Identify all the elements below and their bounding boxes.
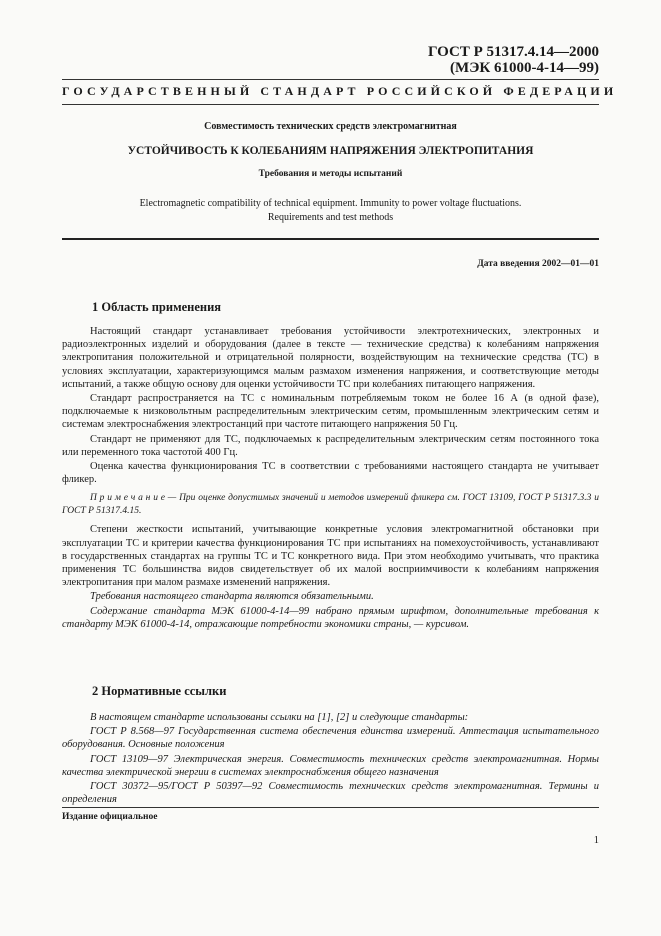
paragraph: Настоящий стандарт устанавливает требования устойчивости электротехнических, электронных и радиоэлектронных изделий и оборудования (далее в тексте — технические средства) к колебаниям напряжения электропитания положительной и отрицательной полярности, воздействующим на технические средства (ТС) в условиях эксплуатации, характеризующимся малым размахом изменения напряжения, и соответствующие методы испытаний, а также общую основу для оценки устойчивости ТС при колебаниях питающего напряжения. [62,326,599,390]
section1-heading: 1 Область применения [92,300,222,314]
english-title-line2: Requirements and test methods [267,212,394,223]
reference-item: ГОСТ 30372—95/ГОСТ Р 50397—92 Совместимость технических средств электромагнитная. Термины и определения [62,781,599,806]
italic-paragraph: Содержание стандарта МЭК 61000-4-14—99 набрано прямым шрифтом, дополнительные требования к стандарту МЭК 61000-4-14, отражающие потребности экономики страны, — курсивом. [62,605,599,630]
iec-number: (МЭК 61000-4-14—99) [450,60,599,76]
section2-body [62,711,599,806]
italic-paragraph: Требования настоящего стандарта являются обязательными. [90,591,374,603]
note: П р и м е ч а н и е — При оценке допустимых значений и методов измерений фликера см. ГОСТ 13109, ГОСТ Р 51317.3.3 и ГОСТ Р 51317.4.15. [62,493,599,516]
paragraph: Степени жесткости испытаний, учитывающие конкретные условия электромагнитной обстановки при эксплуатации ТС и критерии качества функционирования ТС при испытаниях на помехоустойчивость, устанавливают в государственных стандартах на группы ТС и ТС конкретного вида. При этом необходимо учитывать, что практика применения ТС большинства видов свидетельствует об их малой восприимчивости к колебаниям напряжения электропитания при малом размахе изменений напряжения. [62,524,599,589]
english-title [62,197,599,225]
paragraph: Стандарт не применяют для ТС, подключаемых к распределительным электрическим сетям постоянного тока или переменного тока частотой 400 Гц. [62,433,599,458]
date-of-introduction: Дата введения 2002—01—01 [477,259,599,269]
official-edition-label: Издание официальное [62,812,158,822]
gost-designation [428,44,599,76]
gost-number: ГОСТ Р 51317.4.14—2000 [427,44,599,60]
header-rule-top [62,79,599,80]
title-rule [62,238,599,240]
paragraph: Оценка качества функционирования ТС в соответствии с требованиями настоящего стандарта не учитывает фликер. [62,461,599,486]
main-title: УСТОЙЧИВОСТЬ К КОЛЕБАНИЯМ НАПРЯЖЕНИЯ ЭЛЕКТРОПИТАНИЯ [127,145,534,157]
page-number: 1 [593,835,599,846]
english-title-line1: Electromagnetic compatibility of technical equipment. Immunity to power voltage fluctuations. [139,198,522,209]
reference-item: ГОСТ 13109—97 Электрическая энергия. Совместимость технических средств электромагнитная. Нормы качества электрической энергии в системах электроснабжения общего назначения [62,753,599,778]
section1-body [62,325,599,631]
footer-rule [62,807,599,808]
compatibility-line: Совместимость технических средств электромагнитная [204,121,457,132]
reference-item: ГОСТ Р 8.568—97 Государственная система обеспечения единства измерений. Аттестация испытательного оборудования. Основные положения [62,726,599,751]
subtitle: Требования и методы испытаний [258,169,403,179]
paragraph: Стандарт распространяется на ТС с номинальным потребляемым током не более 16 А (в одной фазе), подключаемые к низковольтным распределительным электрическим сетям, промышленным электрическим сетям и системам электроснабжения электростанций при частоте питающего напряжения 50 Гц. [62,393,599,431]
section2-heading: 2 Нормативные ссылки [92,684,227,698]
references-intro: В настоящем стандарте использованы ссылки на [1], [2] и следующие стандарты: [90,712,469,723]
header-rule-bottom [62,104,599,105]
state-standard-banner: ГОСУДАРСТВЕННЫЙ СТАНДАРТ РОССИЙСКОЙ ФЕДЕРАЦИИ [62,84,618,98]
